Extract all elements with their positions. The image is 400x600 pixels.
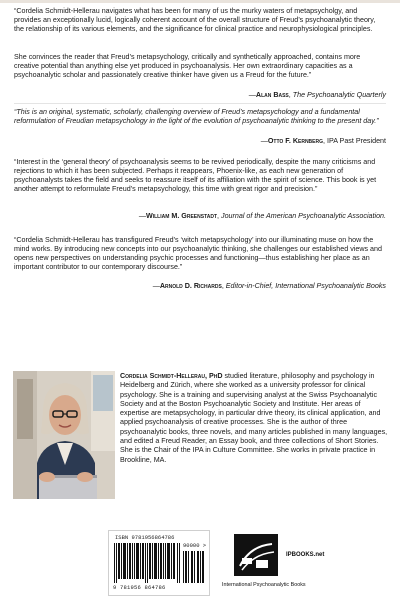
endorsement-2-para: “This is an original, systematic, scholarly, challenging overview of Freud’s metapsychology and a fundamental reformulation of Freudian metapsychology in the light of the evolution of psychoanalytic thinking to the present day.”	[14, 108, 379, 126]
author-bio-text: studied literature, philosophy and psychology in Heidelberg and Zürich, where she worked as a university professor for clinical psychology. She is a training and supervising analyst at the Swiss Psychoanalytic Society and at the Boston Psychoanalytic Society and Institute. Her areas of expertise are metapsychology, in particular drive theory, its clinical application, and applied psychoanalysis of creative processes. She is the author of three psychoanalytic books, three novels, and many articles published in many languages, and edited a Freud Reader, an Essay book, and three collections of Short Stories. She is the Chair of the IPA in Culture Committee. She works in private practice in Brookline, MA.	[120, 372, 388, 464]
endorsement-4-source: Editor-in-Chief, International Psychoanalytic Books	[225, 282, 386, 290]
author-photo	[13, 371, 115, 499]
endorsement-1-author: Alan Bass	[255, 91, 289, 99]
endorsement-1-para-1: “Cordelia Schmidt-Hellerau navigates what has been for many of us the murky waters of metapsycholgy, and provides an exceptionally lucid, logically coherent account of the overall structure of Freud’s psychoanalytic theory, the relationship of its various elements, and the significance for clinical practice and neurophysiological principles.	[14, 7, 376, 34]
endorsement-4-author: Arnold D. Richards	[159, 282, 222, 290]
barcode-addon-bars	[183, 551, 205, 583]
price-code: 90000 >	[183, 542, 207, 549]
endorsement-2-attribution: —Otto F. Kernberg, IPA Past President	[260, 137, 386, 145]
author-photo-illustration	[13, 371, 115, 499]
isbn-barcode	[108, 530, 210, 596]
endorsement-1-source: The Psychoanalytic Quarterly	[292, 91, 386, 99]
publisher-block	[216, 530, 334, 594]
top-band	[0, 0, 400, 3]
endorsement-4-attribution: —Arnold D. Richards, Editor-in-Chief, International Psychoanalytic Books	[152, 282, 386, 290]
endorsement-3-attribution: —William M. Greenstadt, Journal of the American Psychoanalytic Association.	[138, 212, 386, 220]
author-bio	[120, 372, 388, 465]
endorsement-3-author: William M. Greenstadt	[146, 212, 218, 220]
endorsement-2-source: IPA Past President	[326, 137, 386, 145]
author-bio-name: Cordelia Schmidt-Hellerau, PhD	[120, 372, 223, 380]
isbn-label: ISBN 9781956864786	[115, 534, 175, 541]
endorsement-2-author: Otto F. Kernberg	[267, 137, 324, 145]
publisher-name: International Psychoanalytic Books	[222, 582, 306, 588]
endorsement-1-para-2: She convinces the reader that Freud’s metapsychology, critically and synthetically approached, contains more creative potential than anything else yet produced in psychoanalysis. Her own extraordinary capacities as a psychoanalytic scholar and passionately creative thinker have given us a Freud for the future.”	[14, 53, 361, 80]
endorsement-3-para: “Interest in the ‘general theory’ of psychoanalysis seems to be revived periodically, despite the many criticisms and rejections to which it has been subjected. Perhaps it reappears, Phoenix-like, as each new generation of psychoanalysts takes the field and seeks to reassure itself of its affiliation with the spirit of science. This book is yet another attempt to reformulate Freud’s metapsychology, this time with great rigor and precision.”	[14, 158, 377, 194]
separator	[14, 103, 386, 104]
barcode-digits: 9 781956 864786	[113, 584, 166, 591]
endorsement-1-attribution: —Alan Bass, The Psychoanalytic Quarterly	[248, 91, 386, 99]
endorsement-4-para: “Cordelia Schmidt-Hellerau has transfigured Freud’s ‘witch metapsychology’ into our illuminating muse on how the mind works. By introducing new concepts into our psychoanalytic thinking, she challenges our established views and opens new perspectives on understanding psychic processes and functioning—thus establishing her place as an important contributor to our contemporary discourse.”	[14, 236, 382, 272]
barcode-bars	[114, 543, 180, 583]
endorsement-3-source: Journal of the American Psychoanalytic Association.	[221, 212, 386, 220]
publisher-brand: IPBOOKS.net	[286, 552, 325, 558]
publisher-logo-icon	[230, 532, 282, 578]
